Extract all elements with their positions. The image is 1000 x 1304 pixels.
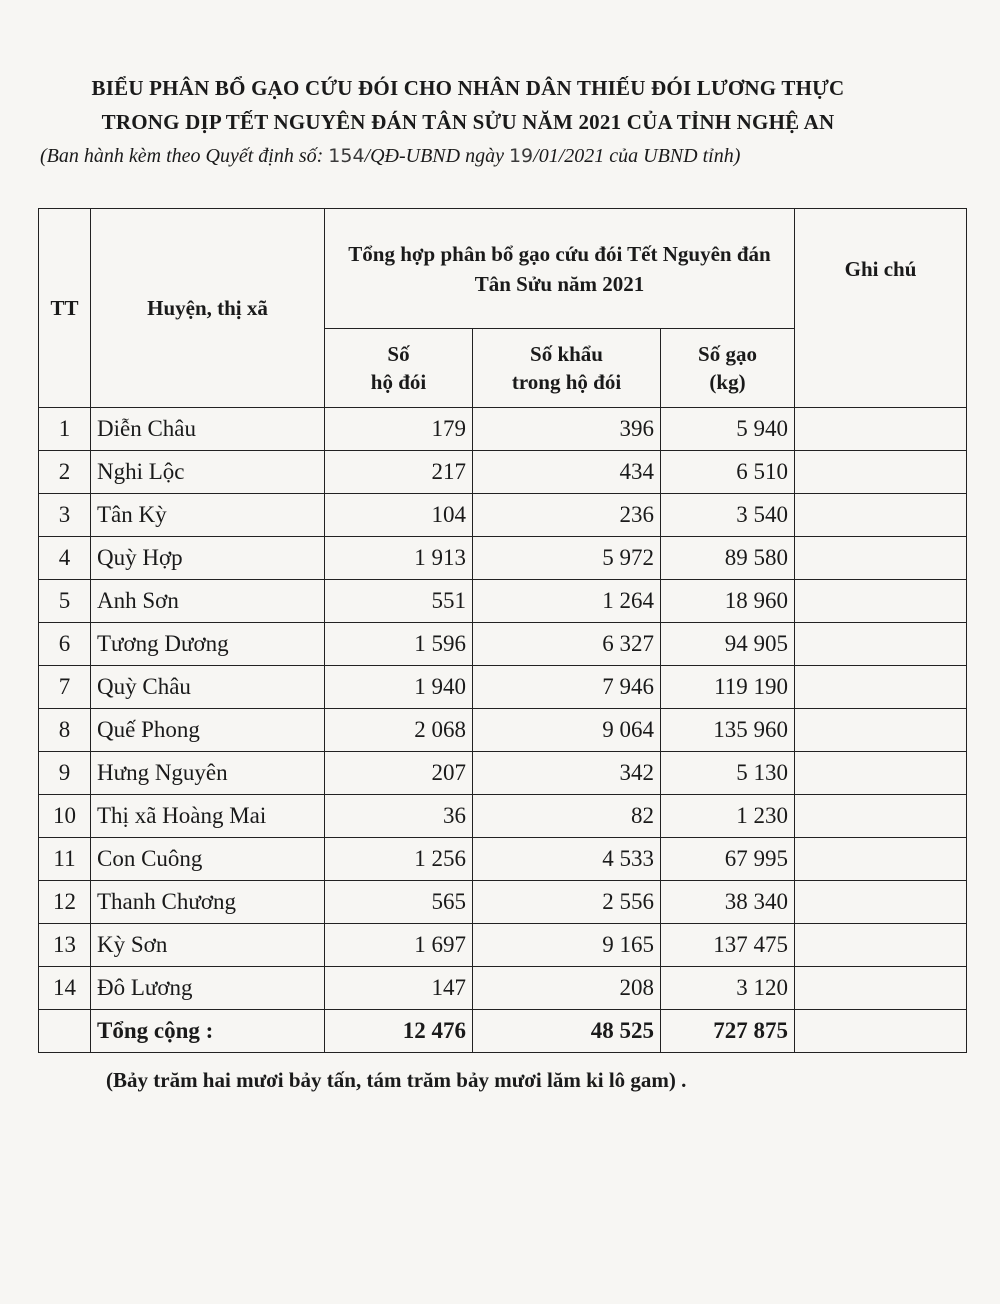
- total-label: Tổng cộng :: [91, 1010, 325, 1053]
- row-rice: 135 960: [661, 709, 795, 752]
- header-people-line2: trong hộ đói: [511, 370, 622, 394]
- row-households: 1 697: [325, 924, 473, 967]
- table-row: [39, 580, 967, 623]
- header-rice: [661, 329, 795, 408]
- row-district: Quỳ Hợp: [91, 537, 325, 580]
- row-note: [795, 924, 967, 967]
- row-district: Nghi Lộc: [91, 451, 325, 494]
- row-note: [795, 752, 967, 795]
- row-people: 4 533: [473, 838, 661, 881]
- row-note: [795, 451, 967, 494]
- row-people: 2 556: [473, 881, 661, 924]
- row-rice: 1 230: [661, 795, 795, 838]
- row-note: [795, 494, 967, 537]
- subtitle-prefix: (Ban hành kèm theo Quyết định số:: [40, 145, 329, 167]
- row-district: Tương Dương: [91, 623, 325, 666]
- header-people-line1: Số khẩu: [530, 342, 603, 366]
- row-district: Hưng Nguyên: [91, 752, 325, 795]
- row-rice: 18 960: [661, 580, 795, 623]
- row-rice: 94 905: [661, 623, 795, 666]
- row-rice: 5 130: [661, 752, 795, 795]
- row-note: [795, 709, 967, 752]
- total-people: 48 525: [473, 1010, 661, 1053]
- row-tt: 3: [39, 494, 91, 537]
- table-row: [39, 494, 967, 537]
- decision-day: 19: [508, 145, 534, 167]
- row-district: Quế Phong: [91, 709, 325, 752]
- row-district: Con Cuông: [91, 838, 325, 881]
- row-district: Thanh Chương: [91, 881, 325, 924]
- row-tt: 14: [39, 967, 91, 1010]
- subtitle-suffix: /01/2021 của UBND tỉnh): [533, 145, 741, 167]
- header-district: Huyện, thị xã: [91, 209, 325, 408]
- row-note: [795, 580, 967, 623]
- table-row: [39, 752, 967, 795]
- row-households: 36: [325, 795, 473, 838]
- subtitle-middle: /QĐ-UBND ngày: [364, 145, 509, 167]
- row-tt: 9: [39, 752, 91, 795]
- row-district: Thị xã Hoàng Mai: [91, 795, 325, 838]
- row-district: Đô Lương: [91, 967, 325, 1010]
- row-note: [795, 408, 967, 451]
- footnote: (Bảy trăm hai mươi bảy tấn, tám trăm bảy mươi lăm ki lô gam) .: [106, 1068, 687, 1092]
- header-rice-line2: (kg): [709, 370, 746, 394]
- row-rice: 67 995: [661, 838, 795, 881]
- row-people: 1 264: [473, 580, 661, 623]
- row-rice: 119 190: [661, 666, 795, 709]
- table-row: [39, 795, 967, 838]
- table-row: [39, 623, 967, 666]
- row-district: Anh Sơn: [91, 580, 325, 623]
- row-tt: 10: [39, 795, 91, 838]
- row-tt: 13: [39, 924, 91, 967]
- header-allocation-group: Tổng hợp phân bổ gạo cứu đói Tết Nguyên đán Tân Sửu năm 2021: [325, 209, 795, 329]
- row-tt: 2: [39, 451, 91, 494]
- row-households: 1 596: [325, 623, 473, 666]
- table-row: [39, 537, 967, 580]
- header-households-line2: hộ đói: [370, 370, 427, 394]
- allocation-table: [38, 208, 967, 1053]
- row-district: Diễn Châu: [91, 408, 325, 451]
- row-tt: 4: [39, 537, 91, 580]
- row-people: 7 946: [473, 666, 661, 709]
- table-row: [39, 881, 967, 924]
- table-row: [39, 666, 967, 709]
- row-households: 565: [325, 881, 473, 924]
- document-title-line1: BIỂU PHÂN BỔ GẠO CỨU ĐÓI CHO NHÂN DÂN THIẾU ĐÓI LƯƠNG THỰC: [91, 76, 845, 100]
- row-rice: 6 510: [661, 451, 795, 494]
- total-tt-cell: [39, 1010, 91, 1053]
- row-people: 236: [473, 494, 661, 537]
- row-tt: 8: [39, 709, 91, 752]
- header-rice-line1: Số gạo: [698, 342, 757, 366]
- row-households: 1 913: [325, 537, 473, 580]
- row-people: 6 327: [473, 623, 661, 666]
- row-households: 1 940: [325, 666, 473, 709]
- row-people: 396: [473, 408, 661, 451]
- row-note: [795, 795, 967, 838]
- row-note: [795, 967, 967, 1010]
- table-row: [39, 838, 967, 881]
- row-households: 217: [325, 451, 473, 494]
- row-rice: 89 580: [661, 537, 795, 580]
- row-households: 1 256: [325, 838, 473, 881]
- decision-number: 154: [328, 145, 365, 167]
- row-rice: 137 475: [661, 924, 795, 967]
- table-header-row: [39, 209, 967, 329]
- table-row: [39, 967, 967, 1010]
- row-note: [795, 537, 967, 580]
- row-rice: 38 340: [661, 881, 795, 924]
- table-row: [39, 709, 967, 752]
- row-households: 147: [325, 967, 473, 1010]
- row-rice: 3 120: [661, 967, 795, 1010]
- header-households: [325, 329, 473, 408]
- row-people: 82: [473, 795, 661, 838]
- row-people: 9 165: [473, 924, 661, 967]
- row-tt: 12: [39, 881, 91, 924]
- row-tt: 1: [39, 408, 91, 451]
- document-title-line2: TRONG DỊP TẾT NGUYÊN ĐÁN TÂN SỬU NĂM 2021 CỦA TỈNH NGHỆ AN: [101, 110, 835, 134]
- row-district: Quỳ Châu: [91, 666, 325, 709]
- row-households: 207: [325, 752, 473, 795]
- row-households: 551: [325, 580, 473, 623]
- row-rice: 3 540: [661, 494, 795, 537]
- row-people: 5 972: [473, 537, 661, 580]
- table-row: [39, 408, 967, 451]
- row-people: 9 064: [473, 709, 661, 752]
- table-body: [39, 408, 967, 1010]
- row-note: [795, 666, 967, 709]
- total-note: [795, 1010, 967, 1053]
- row-district: Kỳ Sơn: [91, 924, 325, 967]
- row-people: 342: [473, 752, 661, 795]
- row-households: 179: [325, 408, 473, 451]
- header-note: Ghi chú: [795, 209, 967, 408]
- total-row: [39, 1010, 967, 1053]
- row-note: [795, 881, 967, 924]
- row-tt: 7: [39, 666, 91, 709]
- table-row: [39, 924, 967, 967]
- row-note: [795, 623, 967, 666]
- row-households: 2 068: [325, 709, 473, 752]
- row-tt: 11: [39, 838, 91, 881]
- row-tt: 6: [39, 623, 91, 666]
- header-people: [473, 329, 661, 408]
- row-people: 434: [473, 451, 661, 494]
- document-subtitle: [40, 145, 960, 168]
- table-row: [39, 451, 967, 494]
- header-households-line1: Số: [387, 342, 410, 366]
- total-rice: 727 875: [661, 1010, 795, 1053]
- header-tt: TT: [39, 209, 91, 408]
- row-people: 208: [473, 967, 661, 1010]
- total-households: 12 476: [325, 1010, 473, 1053]
- row-district: Tân Kỳ: [91, 494, 325, 537]
- row-rice: 5 940: [661, 408, 795, 451]
- row-tt: 5: [39, 580, 91, 623]
- row-households: 104: [325, 494, 473, 537]
- row-note: [795, 838, 967, 881]
